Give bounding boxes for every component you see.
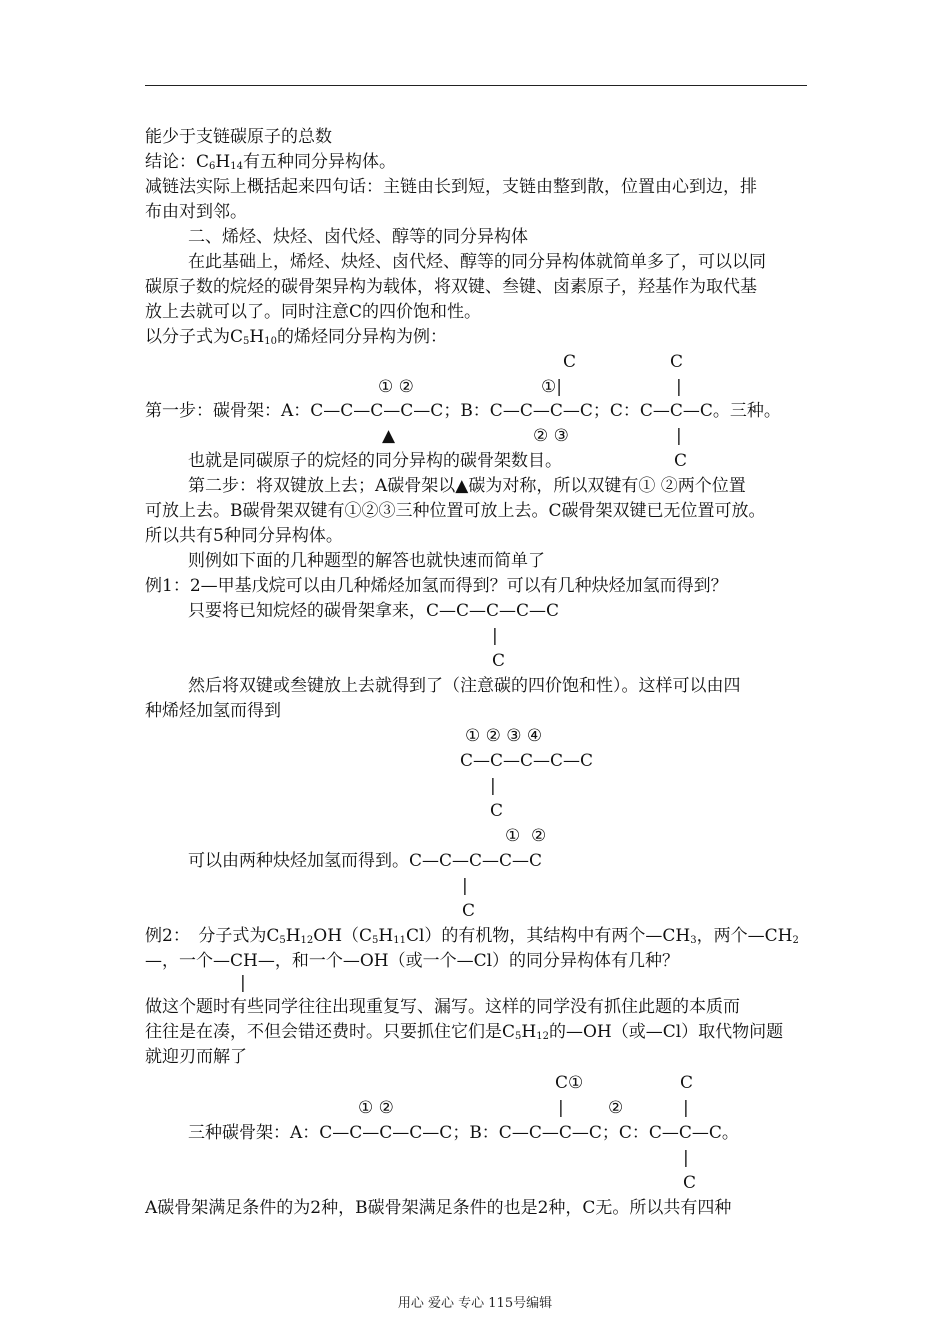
carbon-label: C (670, 352, 684, 372)
bond-line: | (683, 1098, 689, 1118)
position-marker: ② (608, 1098, 624, 1118)
text-line: 所以共有5种同分异构体。 (145, 526, 343, 546)
text-line: 可放上去。B碳骨架双键有①②③三种位置可放上去。C碳骨架双键已无位置可放。 (145, 501, 766, 521)
position-markers: ① ② (378, 377, 414, 397)
text-line: —，一个—CH—，和一个—OH（或一个—Cl）的同分异构体有几种？ (145, 951, 680, 971)
position-marker: ② (531, 826, 547, 846)
text-line: 然后将双键或叁键放上去就得到了（注意碳的四价饱和性）。这样可以由四 (188, 676, 741, 696)
position-markers: ① ② (358, 1098, 394, 1118)
text-line: 第一步：碳骨架：A：C—C—C—C—C；B：C—C—C—C；C：C—C—C。三种。 (145, 401, 781, 421)
bond-line: | (676, 377, 682, 397)
text-line: 种烯烃加氢而得到 (145, 701, 281, 721)
bond-line: | (462, 876, 468, 896)
text-line: 也就是同碳原子的烷烃的同分异构的碳骨架数目。 (188, 451, 562, 471)
text-line: 布由对到邻。 (145, 202, 247, 222)
symmetry-triangle: ▲ (382, 426, 396, 446)
text-line: A碳骨架满足条件的为2种，B碳骨架满足条件的也是2种，C无。所以共有四种 (145, 1198, 732, 1218)
carbon-chain: C—C—C—C—C (460, 751, 594, 771)
carbon-label: C (492, 651, 506, 671)
bond-line: | (240, 973, 246, 993)
text-line: 能少于支链碳原子的总数 (145, 127, 332, 147)
carbon-label: C (680, 1073, 694, 1093)
carbon-label: C (563, 352, 577, 372)
carbon-label: C (674, 451, 688, 471)
carbon-label: C (462, 901, 476, 921)
text-line: 以分子式为$C_5H_{10}$的烯烃同分异构为例： (145, 327, 447, 347)
position-markers: ① ② ③ ④ (465, 726, 543, 746)
text-line: 往往是在凑，不但会错还费时。只要抓住它们是$C_5H_{12}$的—OH（或—Cl）取代物问题 (145, 1022, 784, 1042)
header-rule (145, 85, 807, 86)
carbon-label: C (683, 1173, 697, 1193)
section-heading: 二、烯烃、炔烃、卤代烃、醇等的同分异构体 (188, 227, 528, 247)
text-line: 可以由两种炔烃加氢而得到。C—C—C—C—C (188, 851, 543, 871)
text-line: 放上去就可以了。同时注意C的四价饱和性。 (145, 302, 482, 322)
text-line: 第二步：将双键放上去；A碳骨架以▲碳为对称，所以双键有① ②两个位置 (188, 476, 746, 496)
position-marker: ① (505, 826, 521, 846)
text-line: 只要将已知烷烃的碳骨架拿来，C—C—C—C—C (188, 601, 560, 621)
bond-line: | (490, 776, 496, 796)
position-markers: ② ③ (533, 426, 569, 446)
position-marker-bond: ①| (541, 377, 562, 397)
bond-line: | (558, 1098, 564, 1118)
example-heading: 例2： 分子式为$C_5H_{12}OH(C_5H_{11}Cl)$的有机物，其结构中有两个$—CH_3$，两个$—CH_2$ (145, 926, 799, 946)
bond-line: | (676, 426, 682, 446)
carbon-label: C (490, 801, 504, 821)
text-line: 碳原子数的烷烃的碳骨架异构为载体，将双键、叁键、卤素原子，羟基作为取代基 (145, 277, 757, 297)
text-line: 结论：$C_6H_{14}$有五种同分异构体。 (145, 152, 396, 172)
text-line: 则例如下面的几种题型的解答也就快速而简单了 (188, 551, 545, 571)
text-line: 在此基础上，烯烃、炔烃、卤代烃、醇等的同分异构体就简单多了，可以以同 (188, 252, 766, 272)
example-heading: 例1：2—甲基戊烷可以由几种烯烃加氢而得到？可以有几种炔烃加氢而得到？ (145, 576, 728, 596)
text-line: 做这个题时有些同学往往出现重复写、漏写。这样的同学没有抓住此题的本质而 (145, 997, 740, 1017)
carbon-label: C① (555, 1073, 584, 1093)
text-line: 减链法实际上概括起来四句话：主链由长到短，支链由整到散，位置由心到边，排 (145, 177, 757, 197)
text-line: 就迎刃而解了 (145, 1047, 247, 1067)
bond-line: | (492, 626, 498, 646)
text-line: 三种碳骨架：A：C—C—C—C—C；B：C—C—C—C；C：C—C—C。 (188, 1123, 739, 1143)
bond-line: | (683, 1148, 689, 1168)
page-footer: 用心 爱心 专心 115号编辑 (397, 1296, 553, 1311)
